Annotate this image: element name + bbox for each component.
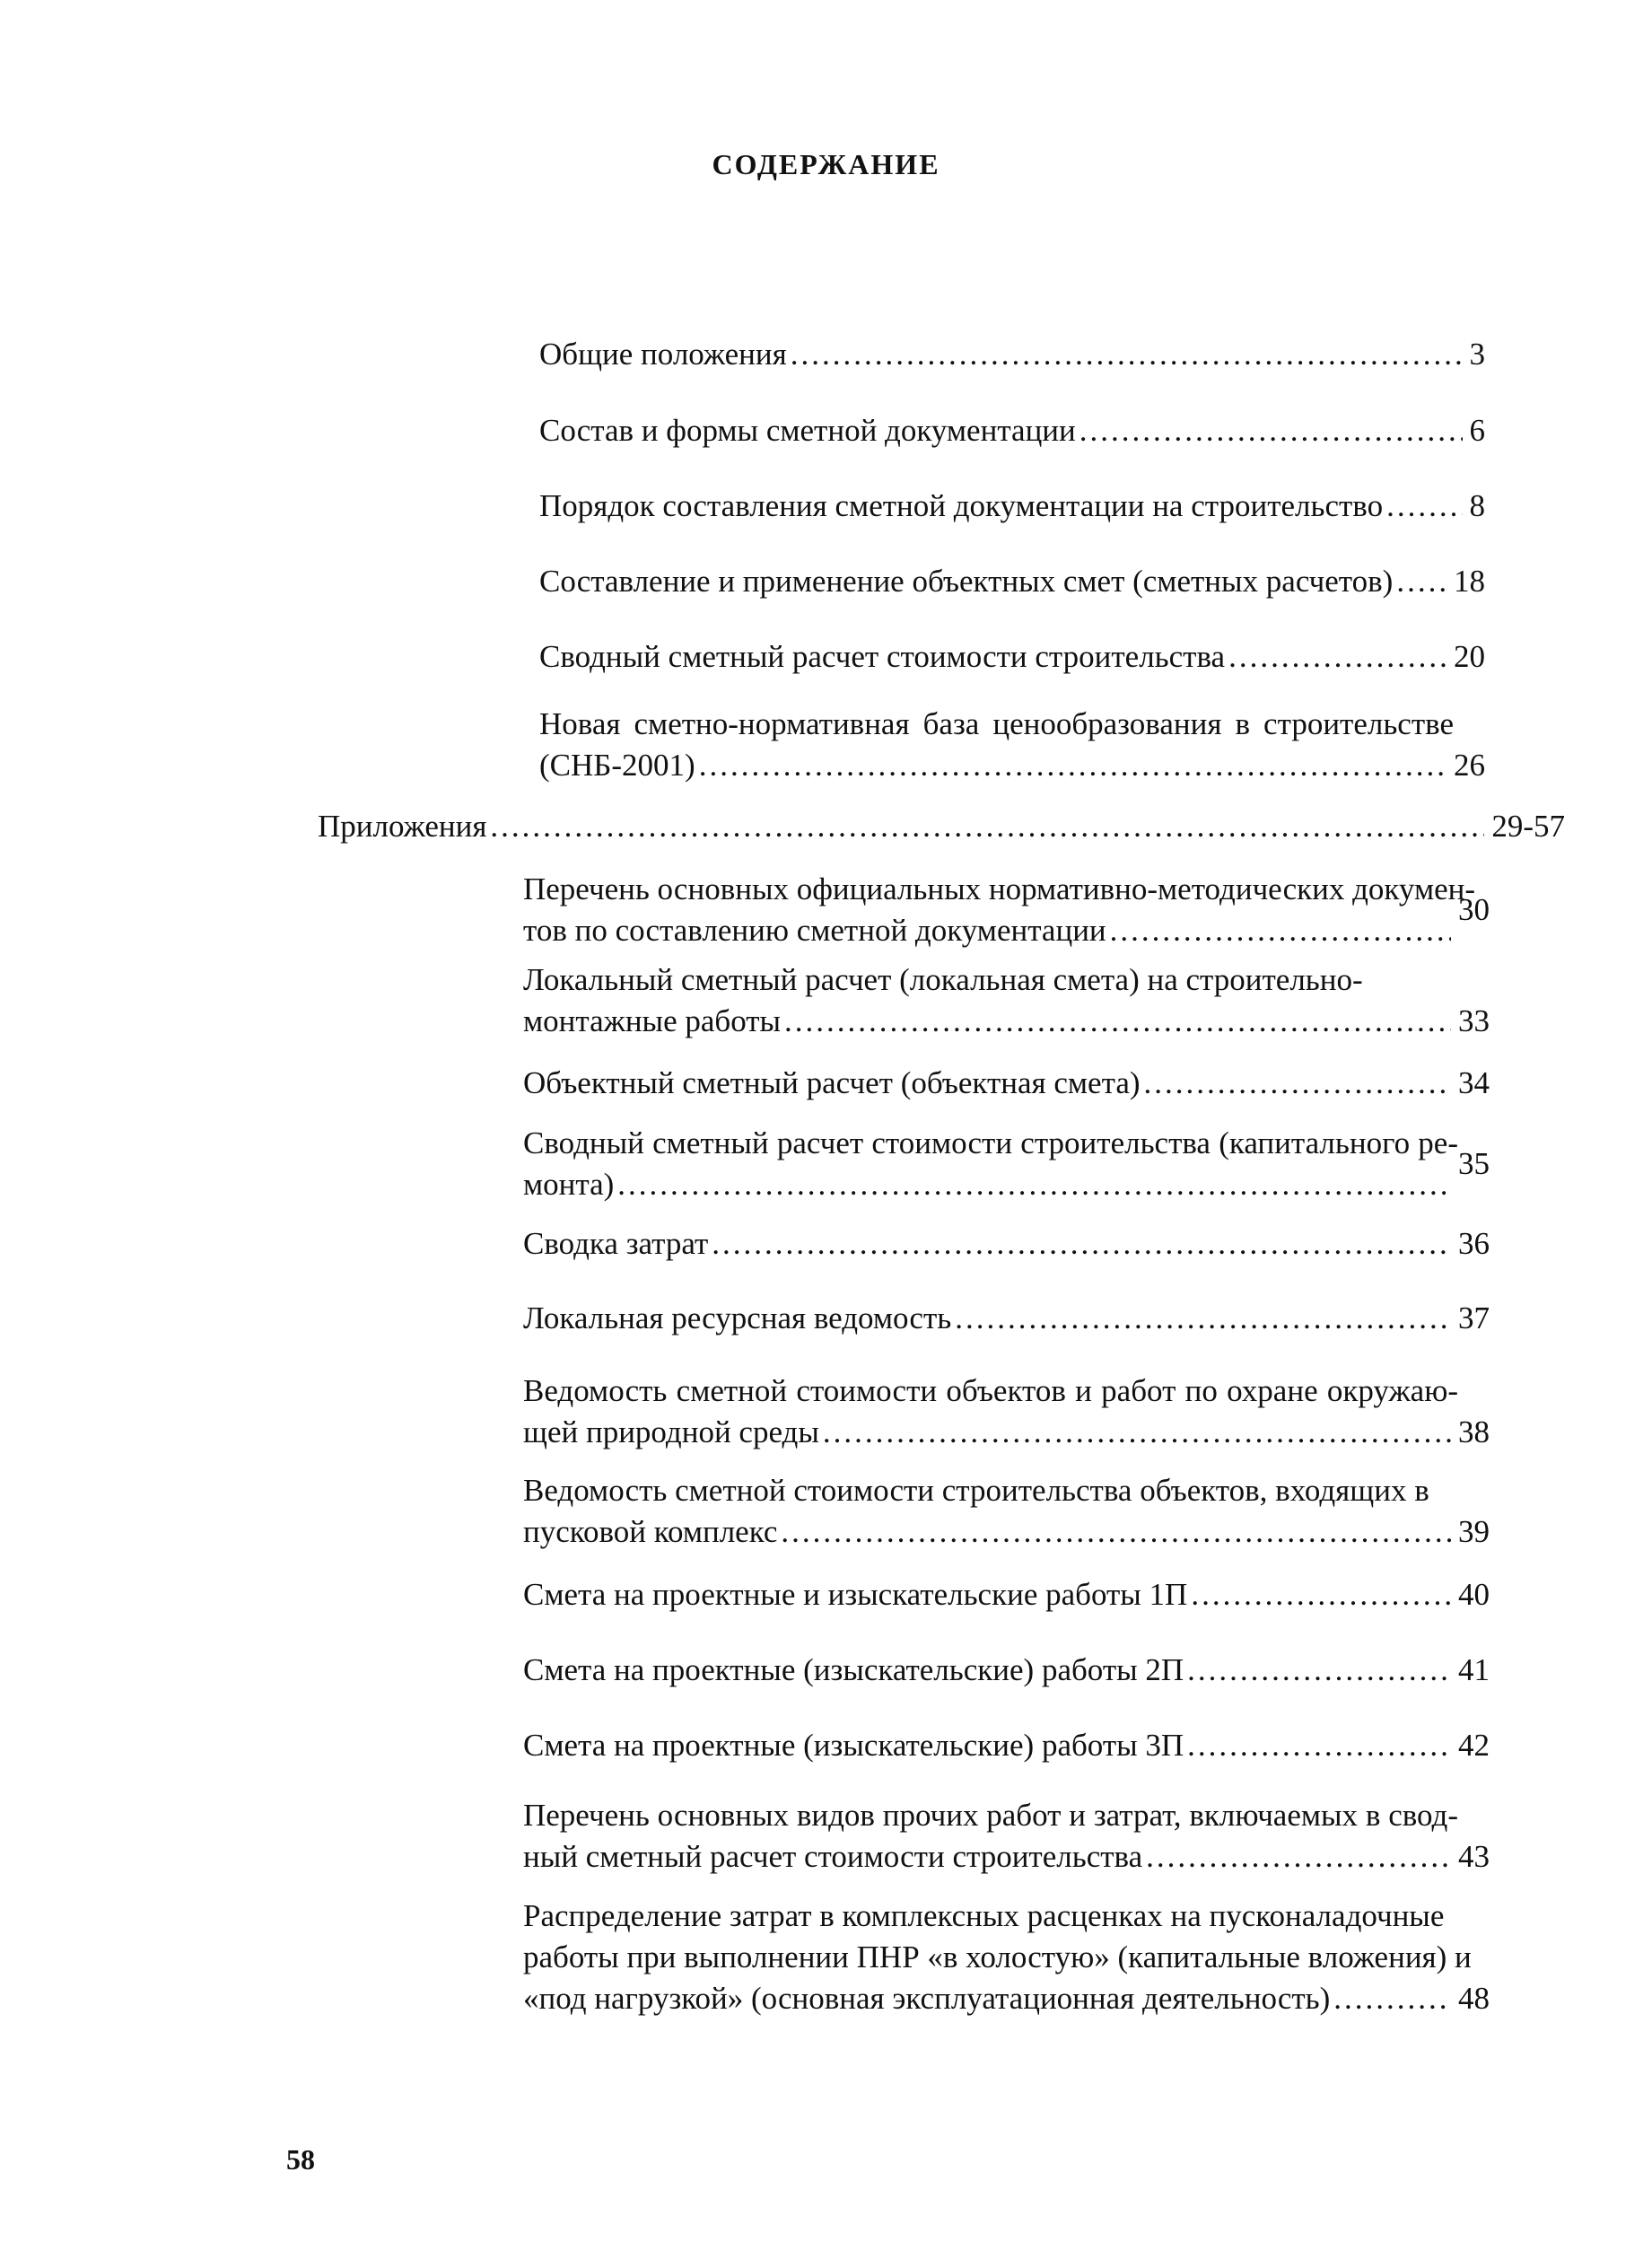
appendix-title: Смета на проектные и изыскательские работы 1П [523, 1577, 1188, 1612]
appendix-page: 37 [1458, 1300, 1490, 1335]
appendix-page: 42 [1458, 1728, 1490, 1763]
page-number: 58 [286, 2143, 315, 2176]
toc-entry-title: Составление и применение объектных смет (сметных расчетов) [539, 564, 1394, 599]
appendix-title: Объектный сметный расчет (объектная смета) [523, 1065, 1141, 1100]
appendix-title-line: щей природной среды [523, 1414, 819, 1449]
appendix-page: 34 [1458, 1065, 1490, 1100]
appendix-title-line: работы при выполнении ПНР «в холостую» (капитальные вложения) и [523, 1939, 1472, 1974]
appendix-page: 33 [1458, 1003, 1490, 1038]
appendix-page: 35 [1458, 1146, 1490, 1181]
appendix-title-line: Перечень основных видов прочих работ и затрат, включаемых в свод- [523, 1798, 1458, 1833]
toc-entry-page: 8 [1469, 488, 1485, 523]
appendix-title: Смета на проектные (изыскательские) работы 3П [523, 1728, 1184, 1763]
toc-entry-page: 3 [1469, 337, 1485, 372]
toc-entry-page: 26 [1454, 748, 1485, 783]
appendix-page: 48 [1458, 1981, 1490, 2016]
page-title: СОДЕРЖАНИЕ [712, 148, 940, 180]
appendix-title-line: монтажные работы [523, 1003, 782, 1038]
appendix-title-line: Распределение затрат в комплексных расценках на пусконаладочные [523, 1898, 1445, 1933]
toc-entry-page: 20 [1454, 639, 1485, 674]
appendix-page: 36 [1458, 1226, 1490, 1261]
toc-entry-title: Сводный сметный расчет стоимости строительства [539, 639, 1226, 674]
toc-entry-title: Состав и формы сметной документации [539, 413, 1076, 448]
toc-entry-page: 18 [1454, 564, 1485, 599]
appendix-page: 30 [1458, 892, 1490, 927]
appendices-pages: 29-57 [1491, 809, 1565, 844]
toc-entry-title: Общие положения [539, 337, 787, 372]
appendix-page: 39 [1458, 1514, 1490, 1549]
appendix-title: Локальная ресурсная ведомость [523, 1300, 952, 1335]
appendix-title-line: ный сметный расчет стоимости строительства [523, 1839, 1143, 1874]
appendix-title: Сводка затрат [523, 1226, 709, 1261]
appendix-title-line: пусковой комплекс [523, 1514, 778, 1549]
toc-entry-page: 6 [1469, 413, 1485, 448]
appendix-title-line: тов по составлению сметной документации [523, 913, 1106, 948]
appendix-title-line: Перечень основных официальных нормативно-методических докумен- [523, 871, 1476, 906]
appendix-page: 43 [1458, 1839, 1490, 1874]
toc-entry-title-line: Новая сметно-нормативная база ценообразования в строительстве [539, 706, 1454, 741]
appendix-title: Смета на проектные (изыскательские) работы 2П [523, 1652, 1184, 1687]
appendix-title-line: монта) [523, 1167, 615, 1202]
appendix-page: 40 [1458, 1577, 1490, 1612]
appendix-title-line: Ведомость сметной стоимости объектов и работ по охране окружаю- [523, 1373, 1458, 1408]
appendix-title-line: Сводный сметный расчет стоимости строительства (капитального ре- [523, 1125, 1458, 1160]
toc-entry-title: Порядок составления сметной документации на строительство [539, 488, 1384, 523]
toc-entry-title-line: (СНБ-2001) [539, 748, 695, 783]
appendix-title-line: Ведомость сметной стоимости строительства объектов, входящих в [523, 1473, 1429, 1508]
appendix-page: 38 [1458, 1414, 1490, 1449]
appendix-title-line: Локальный сметный расчет (локальная смета) на строительно- [523, 962, 1363, 997]
appendices-title: Приложения [318, 809, 487, 844]
appendix-title-line: «под нагрузкой» (основная эксплуатационная деятельность) [523, 1981, 1331, 2016]
appendix-page: 41 [1458, 1652, 1490, 1687]
